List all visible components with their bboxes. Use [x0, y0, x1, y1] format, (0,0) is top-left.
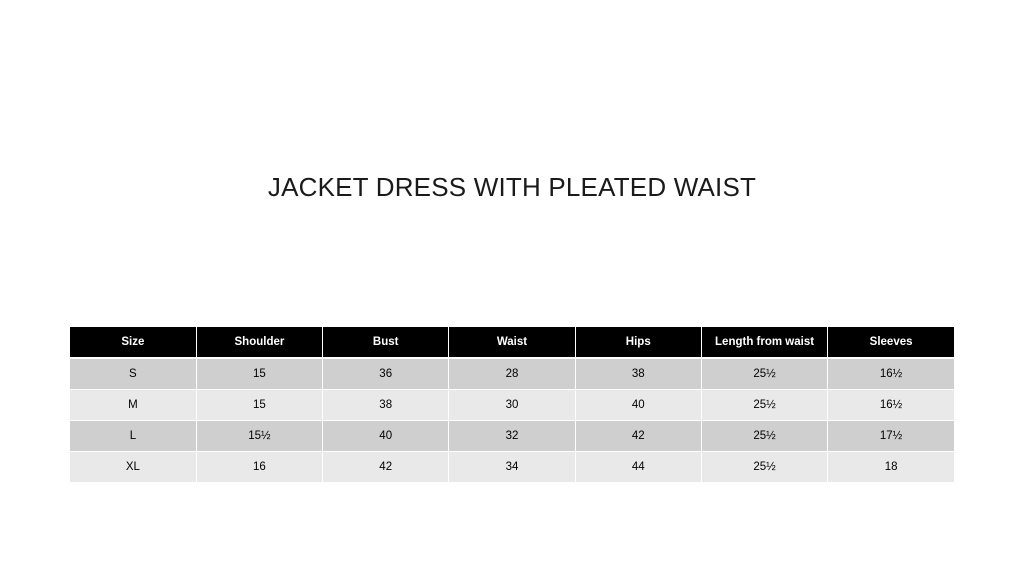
table-row — [70, 358, 954, 390]
table-cell: 34 — [449, 452, 575, 483]
table-cell: 17½ — [828, 421, 954, 452]
table-cell: 15 — [196, 358, 322, 390]
table-cell: 38 — [575, 358, 701, 390]
table-cell: M — [70, 390, 196, 421]
column-header-sleeves: Sleeves — [828, 327, 954, 358]
table-cell: 32 — [449, 421, 575, 452]
table-cell: 15 — [196, 390, 322, 421]
column-header-shoulder: Shoulder — [196, 327, 322, 358]
column-header-size: Size — [70, 327, 196, 358]
table-cell: XL — [70, 452, 196, 483]
table-cell: 18 — [828, 452, 954, 483]
table-cell: L — [70, 421, 196, 452]
table-cell: 16½ — [828, 390, 954, 421]
table-cell: 25½ — [701, 452, 827, 483]
table-cell: 15½ — [196, 421, 322, 452]
table-cell: 38 — [323, 390, 449, 421]
page-title: JACKET DRESS WITH PLEATED WAIST — [267, 172, 757, 202]
table-row — [70, 452, 954, 483]
size-chart-table — [70, 327, 954, 482]
table-header-row — [70, 327, 954, 358]
column-header-waist: Waist — [449, 327, 575, 358]
column-header-hips: Hips — [575, 327, 701, 358]
table-cell: S — [70, 358, 196, 390]
table-cell: 25½ — [701, 421, 827, 452]
table-cell: 16 — [196, 452, 322, 483]
table-cell: 28 — [449, 358, 575, 390]
column-header-length-from-waist: Length from waist — [701, 327, 827, 358]
table-cell: 36 — [323, 358, 449, 390]
table-row — [70, 390, 954, 421]
column-header-bust: Bust — [323, 327, 449, 358]
table-cell: 42 — [575, 421, 701, 452]
table-cell: 40 — [575, 390, 701, 421]
table-cell: 42 — [323, 452, 449, 483]
table-row — [70, 421, 954, 452]
table-cell: 30 — [449, 390, 575, 421]
table-cell: 40 — [323, 421, 449, 452]
table-cell: 25½ — [701, 358, 827, 390]
table-cell: 25½ — [701, 390, 827, 421]
table-cell: 44 — [575, 452, 701, 483]
table-cell: 16½ — [828, 358, 954, 390]
